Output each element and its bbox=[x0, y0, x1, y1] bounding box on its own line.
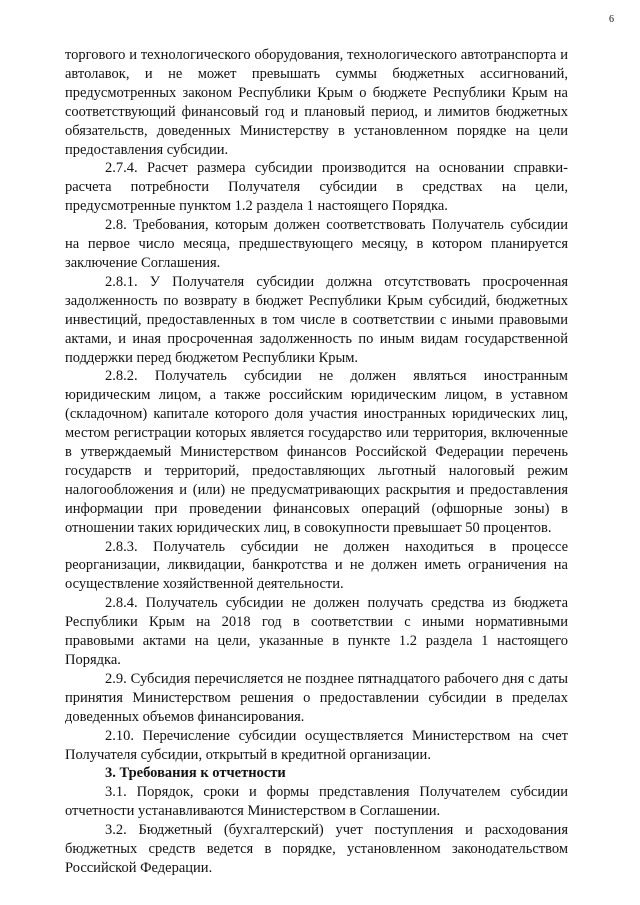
paragraph-3-1: 3.1. Порядок, сроки и формы представления Получателем субсидии отчетности устанавливаются Министерством в Соглашении. bbox=[65, 784, 568, 820]
paragraph-continuation: торгового и технологического оборудования, технологического автотранспорта и автолавок, и не может превышать суммы бюджетных ассигнований, предусмотренных законом Республики Крым о бюджете Республики Крым на соответствующий финансовый год и плановый период, и лимитов бюджетных обязательств, доведенных Министерству в установленном порядке на цели предоставления субсидии. bbox=[65, 47, 568, 158]
paragraph-2-10: 2.10. Перечисление субсидии осуществляется Министерством на счет Получателя субсидии, открытый в кредитной организации. bbox=[65, 727, 568, 763]
page-number: 6 bbox=[609, 14, 614, 25]
paragraph-2-8-3: 2.8.3. Получатель субсидии не должен находиться в процессе реорганизации, ликвидации, банкротства и не должен иметь ограничения на осуществление хозяйственной деятельности. bbox=[65, 538, 568, 593]
paragraph-2-9: 2.9. Субсидия перечисляется не позднее пятнадцатого рабочего дня с даты принятия Министерством решения о предоставлении субсидии в пределах доведенных объемов финансирования. bbox=[65, 670, 568, 725]
paragraph-3-2: 3.2. Бюджетный (бухгалтерский) учет поступления и расходования бюджетных средств ведется в порядке, установленном законодательством Российской Федерации. bbox=[65, 822, 568, 876]
paragraph-2-8-4: 2.8.4. Получатель субсидии не должен получать средства из бюджета Республики Крым на 2018 год в соответствии с иными нормативными правовыми актами на цели, указанные в пункте 1.2 раздела 1 настоящего Порядка. bbox=[65, 595, 568, 668]
paragraph-2-8-2: 2.8.2. Получатель субсидии не должен являться иностранным юридическим лицом, а также российским юридическим лицом, в уставном (складочном) капитале которого доля участия иностранных юридических лиц, местом регистрации которых является государство или территория, включенные в утверждаемый Министерством финансов Российской Федерации перечень государств и территорий, предоставляющих льготный налоговый режим налогообложения и (или) не предусматривающих раскрытия и предоставления информации при проведении финансовых операций (офшорные зоны) в отношении таких юридических лиц, в совокупности превышает 50 процентов. bbox=[65, 368, 568, 536]
paragraph-2-7-4: 2.7.4. Расчет размера субсидии производится на основании справки-расчета потребности Получателя субсидии в средствах на цели, предусмотренные пунктом 1.2 раздела 1 настоящего Порядка. bbox=[65, 160, 568, 215]
document-body bbox=[65, 46, 568, 878]
paragraph-2-8-1: 2.8.1. У Получателя субсидии должна отсутствовать просроченная задолженность по возврату в бюджет Республики Крым субсидий, бюджетных инвестиций, предоставленных в том числе в соответствии с иными правовыми актами, и иная просроченная задолженность по иным видам государственной поддержки перед бюджетом Республики Крым. bbox=[65, 273, 568, 366]
section-heading: 3. Требования к отчетности bbox=[105, 765, 286, 782]
paragraph-2-8: 2.8. Требования, которым должен соответствовать Получатель субсидии на первое число месяца, предшествующего месяцу, в котором планируется заключение Соглашения. bbox=[65, 217, 568, 271]
